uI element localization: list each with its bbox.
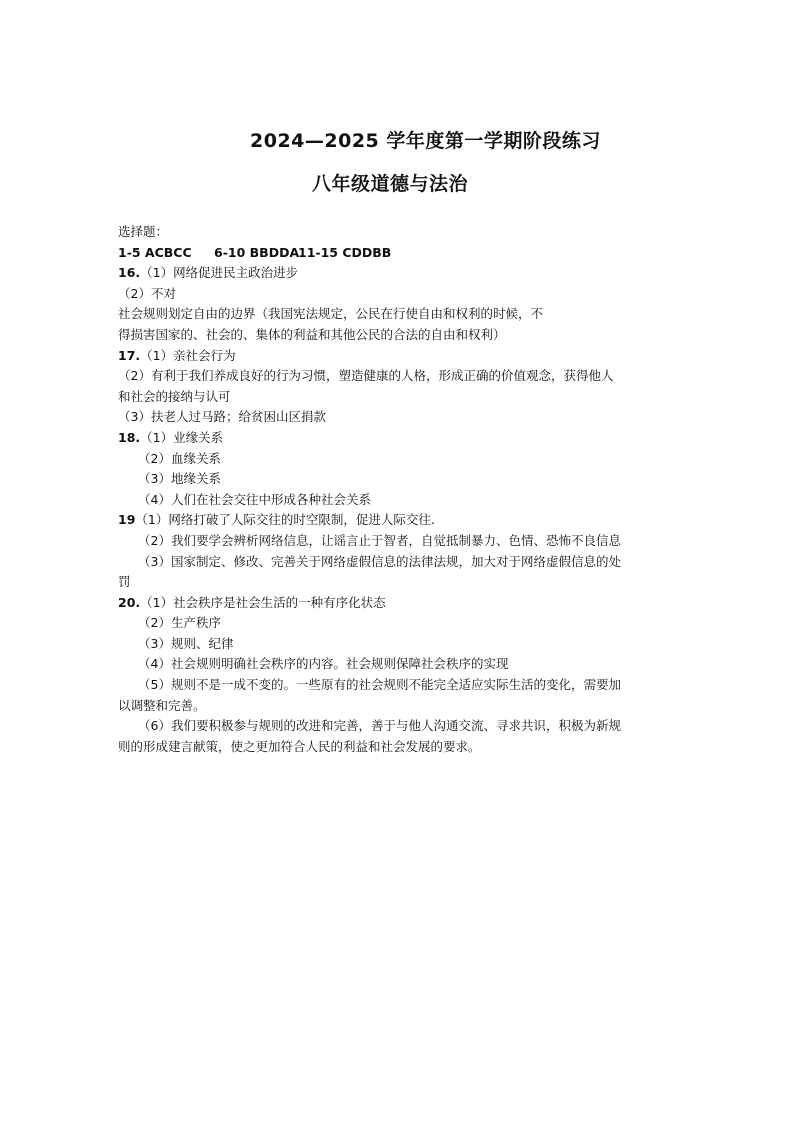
q16-line-3: 社会规则划定自由的边界（我国宪法规定，公民在行使自由和权利的时候，不 xyxy=(118,306,544,322)
q20-line-4: （4）社会规则明确社会秩序的内容。社会规则保障社会秩序的实现 xyxy=(138,656,509,672)
q19-line-3: （3）国家制定、修改、完善关于网络虚假信息的法律法规，加大对于网络虚假信息的处 xyxy=(138,553,621,569)
q19-line-2: （2）我们要学会辨析网络信息，让谣言止于智者，自觉抵制暴力、色情、恐怖不良信息 xyxy=(138,532,621,548)
q20-line-7: （6）我们要积极参与规则的改进和完善，善于与他人沟通交流、寻求共识，积极为新规 xyxy=(138,718,621,734)
q20-line-2: （2）生产秩序 xyxy=(138,615,221,631)
q19-line-1: 19（1）网络打破了人际交往的时空限制，促进人际交往. xyxy=(118,512,435,528)
q16-line-2: （2）不对 xyxy=(118,285,176,301)
page-title: 2024—2025 学年度第一学期阶段练习 xyxy=(250,130,601,152)
q20-line-3: （3）规则、纪律 xyxy=(138,635,234,651)
q20-line-1: 20.（1）社会秩序是社会生活的一种有序化状态 xyxy=(118,594,386,610)
q16-line-1: 16.（1）网络促进民主政治进步 xyxy=(118,265,299,281)
answer-content xyxy=(118,222,680,757)
q18-line-1: 18.（1）业缘关系 xyxy=(118,429,224,445)
choice-answer-1-5: 1-5 ACBCC xyxy=(118,244,192,260)
q20-line-6: 以调整和完善。 xyxy=(118,697,206,713)
q20-number: 20. xyxy=(118,594,141,610)
q18-line-4: （4）人们在社会交往中形成各种社会关系 xyxy=(138,491,371,507)
choice-answer-6-10: 6-10 BBDDA xyxy=(214,244,300,260)
q20-line-8: 则的形成建言献策，使之更加符合人民的利益和社会发展的要求。 xyxy=(118,738,481,754)
choice-answers xyxy=(118,243,680,264)
q17-line-4: （3）扶老人过马路；给贫困山区捐款 xyxy=(118,409,326,425)
q16-number: 16. xyxy=(118,265,141,281)
q17-number: 17. xyxy=(118,347,141,363)
q17-line-2: （2）有利于我们养成良好的行为习惯，塑造健康的人格，形成正确的价值观念，获得他人 xyxy=(118,368,614,384)
choice-label: 选择题： xyxy=(118,224,169,239)
q18-line-3: （3）地缘关系 xyxy=(138,471,221,487)
q17-line-3: 和社会的接纳与认可 xyxy=(118,388,231,404)
q19-line-4: 罚 xyxy=(118,574,131,590)
q16-line-4: 得损害国家的、社会的、集体的利益和其他公民的合法的自由和权利） xyxy=(118,326,506,342)
q18-number: 18. xyxy=(118,429,141,445)
page-subtitle: 八年级道德与法治 xyxy=(312,173,469,195)
q19-number: 19 xyxy=(118,512,136,528)
choice-answer-11-15: 11-15 CDDBB xyxy=(298,244,392,260)
q17-line-1: 17.（1）亲社会行为 xyxy=(118,347,236,363)
q18-line-2: （2）血缘关系 xyxy=(138,450,221,466)
q20-line-5: （5）规则不是一成不变的。一些原有的社会规则不能完全适应实际生活的变化，需要加 xyxy=(138,677,621,693)
